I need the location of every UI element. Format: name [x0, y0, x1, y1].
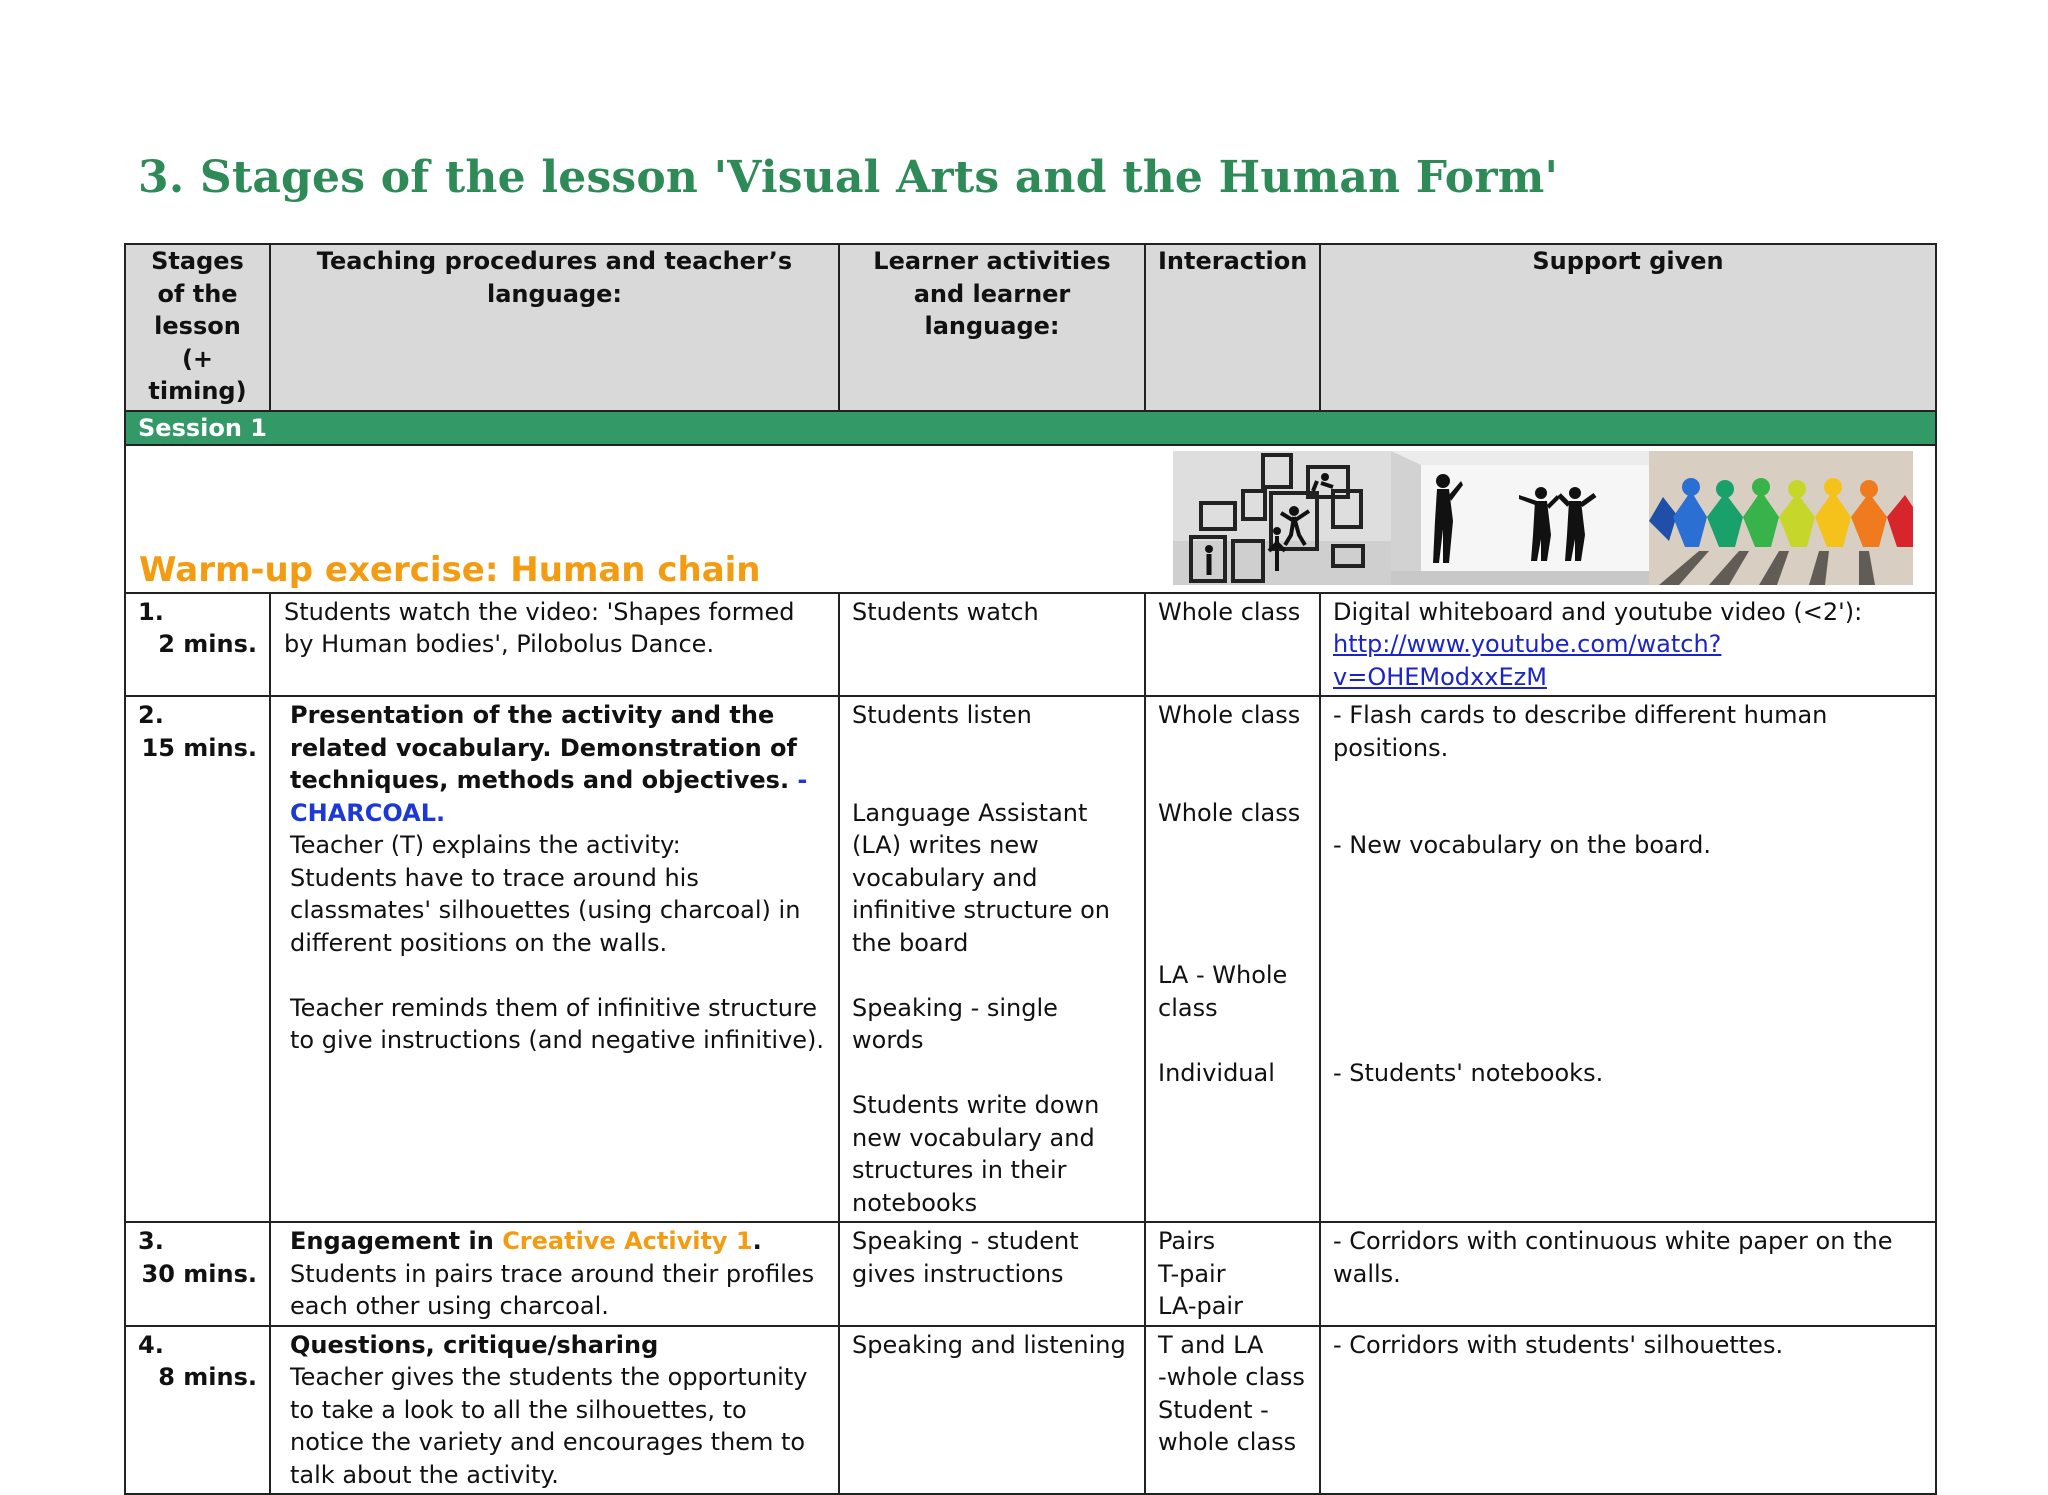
support-cell: [1320, 1326, 1936, 1495]
interaction-text: Pairs: [1158, 1227, 1216, 1255]
interaction-cell: [1145, 1326, 1320, 1495]
learner-text: Students watch: [852, 597, 1039, 626]
support-text: Digital whiteboard and youtube video (<2'):: [1333, 597, 1863, 626]
framed-silhouettes-image: [1173, 451, 1391, 585]
header-teaching: Teaching procedures and teacher’s language:: [270, 244, 839, 411]
interaction-text: T-pair: [1158, 1259, 1226, 1288]
interaction-text: T and LA: [1158, 1330, 1264, 1359]
learner-cell: [839, 593, 1145, 697]
header-interaction: Interaction: [1145, 244, 1320, 411]
teaching-cell: [270, 593, 839, 697]
support-cell: [1320, 696, 1936, 1222]
stage-timing: 8 mins.: [158, 1363, 257, 1391]
stage-cell: [125, 1222, 270, 1326]
interaction-text: LA-pair: [1158, 1292, 1243, 1320]
stage-row: [125, 696, 1936, 1222]
stage-cell: [125, 593, 270, 697]
paper-chain-people-image: [1649, 451, 1913, 585]
teaching-cell: [270, 1222, 839, 1326]
interaction-text: Whole class: [1158, 798, 1301, 827]
stage-timing: 15 mins.: [141, 733, 257, 762]
header-support: Support given: [1320, 244, 1936, 411]
learner-text: Speaking - single words: [852, 993, 1058, 1054]
teaching-text: Teacher (T) explains the activity:: [290, 831, 681, 859]
teaching-text: Teacher gives the students the opportunity to take a look to all the silhouettes, to notice the variety and encourages them to talk about the activity.: [290, 1363, 808, 1489]
interaction-cell: [1145, 1222, 1320, 1326]
teaching-text: Students have to trace around his classmates' silhouettes (using charcoal) in different positions on the walls.: [290, 863, 801, 957]
charcoal-label: -CHARCOAL.: [290, 766, 808, 827]
interaction-text: Whole class: [1158, 597, 1301, 626]
support-text: - Flash cards to describe different human positions.: [1333, 701, 1828, 762]
learner-text: Students listen: [852, 701, 1032, 729]
interaction-text: Student -: [1158, 1395, 1269, 1424]
header-row: [125, 244, 1936, 411]
support-text: - New vocabulary on the board.: [1333, 831, 1712, 859]
interaction-text: whole class: [1158, 1428, 1297, 1456]
wall-silhouettes-image: [1391, 451, 1649, 585]
learner-cell: [839, 1326, 1145, 1495]
stage-timing: 30 mins.: [141, 1259, 257, 1288]
stage-row: [125, 1222, 1936, 1326]
teaching-cell: [270, 1326, 839, 1495]
warmup-images: [1173, 451, 1913, 585]
teaching-heading-end: .: [752, 1227, 762, 1255]
support-cell: [1320, 593, 1936, 697]
teaching-text: Teacher reminds them of infinitive structure to give instructions (and negative infinitive).: [290, 993, 825, 1054]
stage-number: 4.: [138, 1330, 164, 1359]
warmup-cell: [125, 445, 1936, 593]
warmup-row: [125, 445, 1936, 593]
stage-number: 2.: [138, 701, 164, 729]
stage-cell: [125, 696, 270, 1222]
warmup-title: Warm-up exercise: Human chain: [139, 549, 761, 590]
stage-timing: 2 mins.: [158, 630, 257, 658]
interaction-text: Whole class: [1158, 701, 1301, 729]
stage-row: [125, 1326, 1936, 1495]
support-cell: [1320, 1222, 1936, 1326]
teaching-text: Students in pairs trace around their profiles each other using charcoal.: [290, 1259, 815, 1320]
support-text: - Corridors with continuous white paper on the walls.: [1333, 1227, 1893, 1288]
youtube-link[interactable]: http://www.youtube.com/watch?v=OHEModxxEzM: [1333, 630, 1722, 691]
support-text: - Students' notebooks.: [1333, 1058, 1604, 1087]
teaching-cell: [270, 696, 839, 1222]
support-text: - Corridors with students' silhouettes.: [1333, 1330, 1784, 1359]
teaching-text: Students watch the video: 'Shapes formed by Human bodies', Pilobolus Dance.: [284, 597, 795, 658]
creative-activity-label: Creative Activity 1: [502, 1227, 753, 1255]
stage-number: 3.: [138, 1227, 164, 1255]
stage-number: 1.: [138, 597, 164, 626]
page-title: 3. Stages of the lesson 'Visual Arts and the Human Form': [138, 152, 1559, 203]
interaction-text: Individual: [1158, 1058, 1275, 1087]
learner-text: Language Assistant (LA) writes new vocabulary and infinitive structure on the board: [852, 798, 1110, 957]
lesson-stages-table: [124, 243, 1937, 1495]
teaching-heading: Engagement in: [290, 1227, 503, 1255]
interaction-cell: [1145, 593, 1320, 697]
learner-cell: [839, 696, 1145, 1222]
learner-text: Students write down new vocabulary and structures in their notebooks: [852, 1091, 1100, 1217]
session-label: Session 1: [125, 411, 1936, 445]
interaction-cell: [1145, 696, 1320, 1222]
stage-row: [125, 593, 1936, 697]
interaction-text: LA - Whole class: [1158, 961, 1288, 1022]
learner-text: Speaking - student gives instructions: [852, 1227, 1079, 1288]
header-learner: Learner activities and learner language:: [839, 244, 1145, 411]
teaching-heading: Presentation of the activity and the related vocabulary. Demonstration of techniques, methods and objectives.: [290, 701, 798, 794]
stage-cell: [125, 1326, 270, 1495]
learner-cell: [839, 1222, 1145, 1326]
teaching-heading: Questions, critique/sharing: [290, 1330, 659, 1359]
learner-text: Speaking and listening: [852, 1330, 1126, 1359]
session-row: [125, 411, 1936, 445]
header-stages: Stages of the lesson (+ timing): [125, 244, 270, 411]
interaction-text: -whole class: [1158, 1363, 1305, 1391]
